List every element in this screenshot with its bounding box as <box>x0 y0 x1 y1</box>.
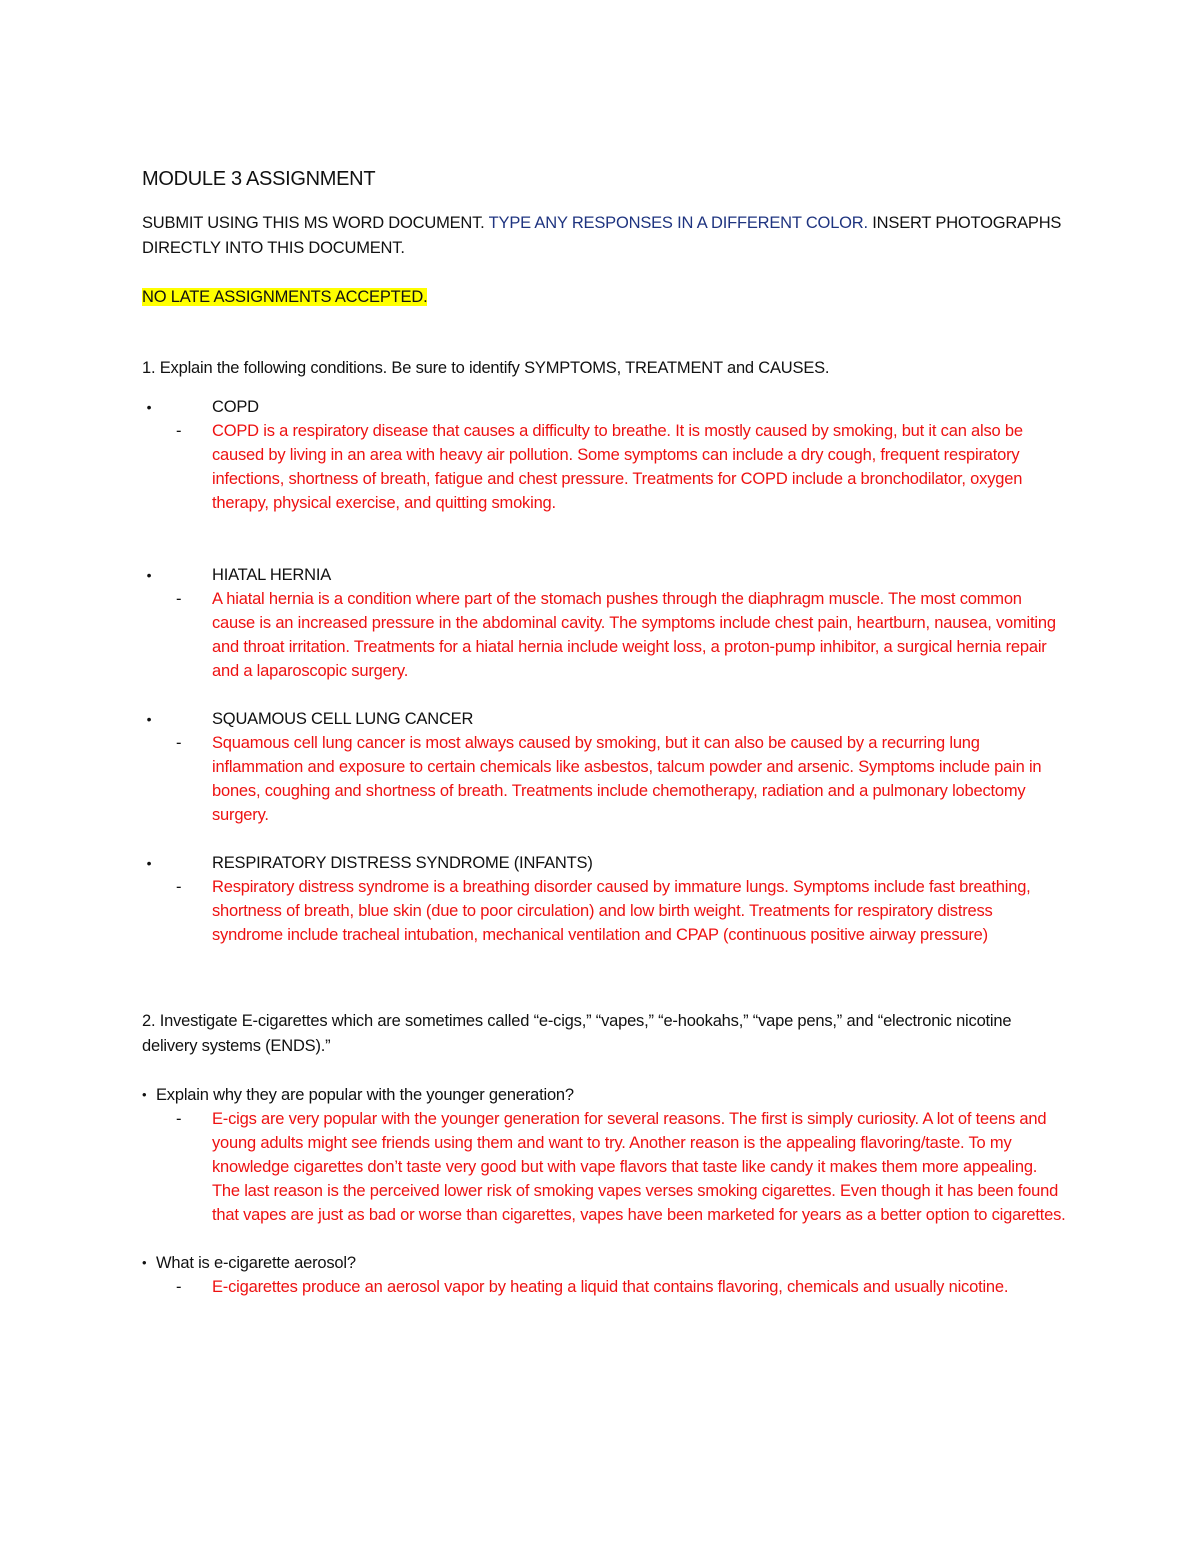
condition-heading-row <box>142 707 1067 731</box>
sub-answer: E-cigarettes produce an aerosol vapor by heating a liquid that contains flavoring, chemicals and usually nicotine. <box>212 1278 1009 1296</box>
bullet-icon: • <box>142 1087 147 1102</box>
document-page <box>142 168 1067 1299</box>
condition-heading: SQUAMOUS CELL LUNG CANCER <box>212 710 474 728</box>
sub-answer: E-cigs are very popular with the younger generation for several reasons. The first is simply curiosity. A lot of teens and young adults might see friends using them and want to try. Another reason is the appealing flavoring/taste. To my knowledge cigarettes don’t taste very good but with vape flavors that taste like candy it makes them more appealing. The last reason is the perceived lower risk of smoking vapes verses smoking cigarettes. Even though it has been found that vapes are just as bad or worse than cigarettes, vapes have been marketed for years as a better option to cigarettes. <box>212 1110 1066 1224</box>
condition-hiatal-hernia <box>142 563 1067 683</box>
sub-question-row <box>142 1251 1067 1275</box>
dash-icon: - <box>176 422 182 440</box>
ecig-question-popularity <box>142 1083 1067 1227</box>
bullet-icon: • <box>146 855 152 871</box>
condition-answer-row <box>142 875 1067 947</box>
bullet-icon: • <box>146 567 152 583</box>
sub-answer-row <box>142 1107 1067 1227</box>
condition-respiratory-distress-syndrome <box>142 851 1067 947</box>
condition-squamous-cell-lung-cancer <box>142 707 1067 827</box>
condition-heading: RESPIRATORY DISTRESS SYNDROME (INFANTS) <box>212 854 593 872</box>
condition-heading-row <box>142 563 1067 587</box>
condition-heading-row <box>142 395 1067 419</box>
bullet-icon: • <box>146 711 152 727</box>
condition-heading: HIATAL HERNIA <box>212 566 332 584</box>
instructions-part-2-blue: TYPE ANY RESPONSES IN A DIFFERENT COLOR. <box>488 214 868 232</box>
condition-answer-row <box>142 419 1067 515</box>
sub-question: What is e-cigarette aerosol? <box>156 1254 356 1272</box>
dash-icon: - <box>176 590 182 608</box>
condition-heading-row <box>142 851 1067 875</box>
condition-answer: Squamous cell lung cancer is most always caused by smoking, but it can also be caused by a recurring lung inflammation and exposure to certain chemicals like asbestos, talcum powder and arsenic. Symptoms include pain in bones, coughing and shortness of breath. Treatments include chemotherapy, radiation and a pulmonary lobectomy surgery. <box>212 734 1042 824</box>
document-title: MODULE 3 ASSIGNMENT <box>142 168 376 190</box>
question-1-prompt: 1. Explain the following conditions. Be sure to identify SYMPTOMS, TREATMENT and CAUSES. <box>142 359 830 377</box>
condition-answer-row <box>142 731 1067 827</box>
question-2-prompt: 2. Investigate E-cigarettes which are sometimes called “e-cigs,” “vapes,” “e-hookahs,” “vape pens,” and “electronic nicotine delivery systems (ENDS).” <box>142 1012 1012 1055</box>
dash-icon: - <box>176 878 182 896</box>
condition-answer: Respiratory distress syndrome is a breathing disorder caused by immature lungs. Symptoms include fast breathing, shortness of breath, blue skin (due to poor circulation) and low birth weight. Treatments for respiratory distress syndrome include tracheal intubation, mechanical ventilation and CPAP (continuous positive airway pressure) <box>212 878 1031 944</box>
late-warning-highlight: NO LATE ASSIGNMENTS ACCEPTED. <box>142 288 428 306</box>
late-warning <box>142 285 1067 310</box>
instructions-part-1: SUBMIT USING THIS MS WORD DOCUMENT. <box>142 214 489 232</box>
condition-copd <box>142 395 1067 515</box>
bullet-icon: • <box>142 1255 147 1270</box>
dash-icon: - <box>176 1110 182 1128</box>
dash-icon: - <box>176 1278 182 1296</box>
instructions <box>142 211 1067 261</box>
sub-question-row <box>142 1083 1067 1107</box>
condition-answer-row <box>142 587 1067 683</box>
sub-answer-row <box>142 1275 1067 1299</box>
bullet-icon: • <box>146 399 152 415</box>
ecig-question-aerosol <box>142 1251 1067 1299</box>
condition-heading: COPD <box>212 398 259 416</box>
condition-answer: COPD is a respiratory disease that causes a difficulty to breathe. It is mostly caused by smoking, but it can also be caused by living in an area with heavy air pollution. Some symptoms can include a dry cough, frequent respiratory infections, shortness of breath, fatigue and chest pressure. Treatments for COPD include a bronchodilator, oxygen therapy, physical exercise, and quitting smoking. <box>212 422 1023 512</box>
instructions-part-3: INSERT PHOTOGRAPHS DIRECTLY INTO THIS DOCUMENT. <box>142 214 1062 257</box>
condition-answer: A hiatal hernia is a condition where part of the stomach pushes through the diaphragm muscle. The most common cause is an increased pressure in the abdominal cavity. The symptoms include chest pain, heartburn, nausea, vomiting and throat irritation. Treatments for a hiatal hernia include weight loss, a proton-pump inhibitor, a surgical hernia repair and a laparoscopic surgery. <box>212 590 1056 680</box>
sub-question: Explain why they are popular with the younger generation? <box>156 1086 574 1104</box>
dash-icon: - <box>176 734 182 752</box>
